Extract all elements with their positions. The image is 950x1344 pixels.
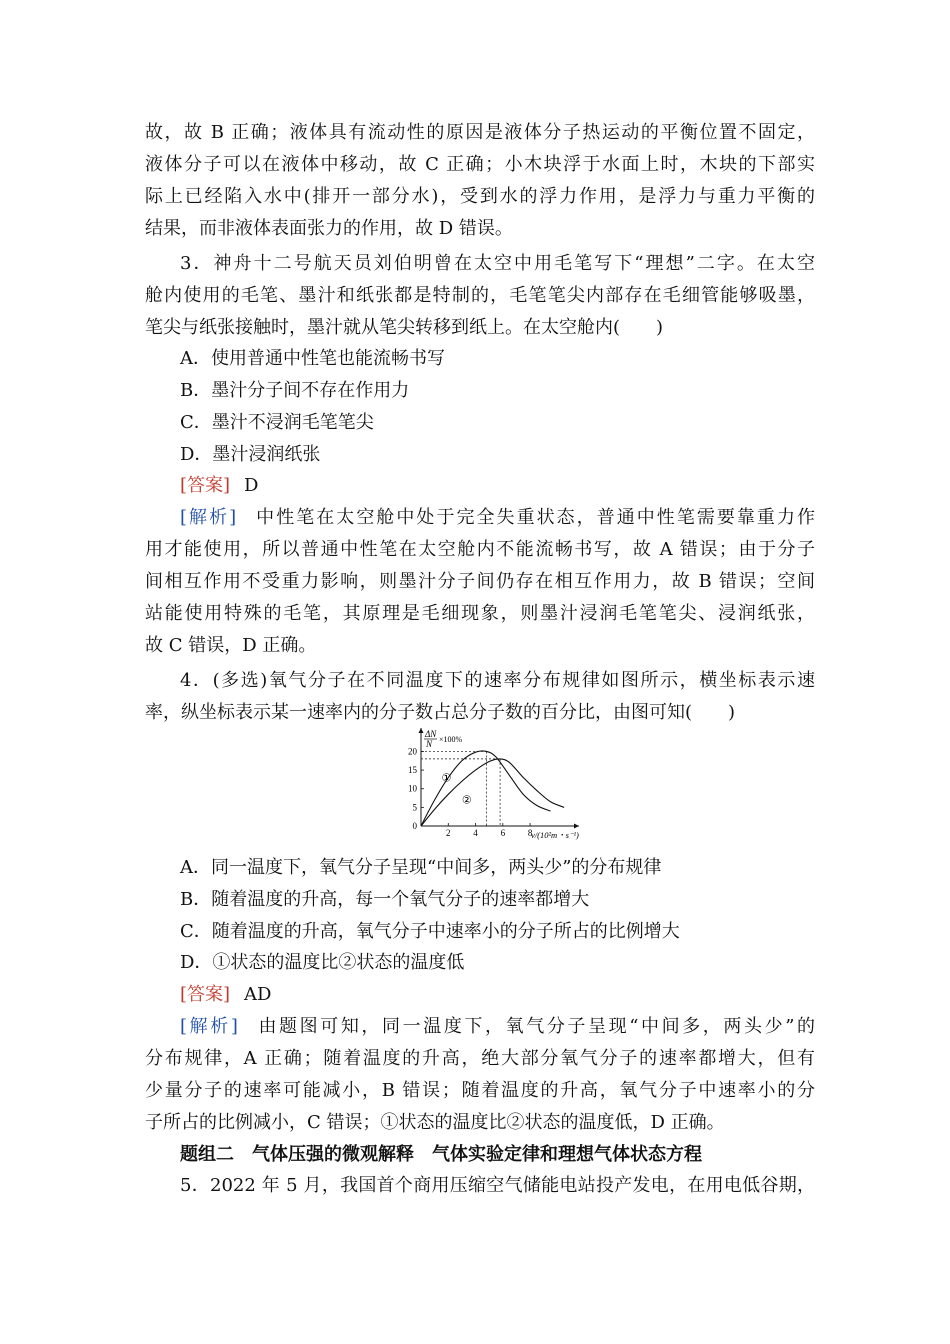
option-d: D．①状态的温度比②状态的温度低 [180,952,465,973]
option-b: B．随着温度的升高，每一个氧气分子的速率都增大 [180,889,590,910]
y-label-numerator: ΔN [425,729,437,739]
option-c: C．随着温度的升高，氧气分子中速率小的分子所占的比例增大 [180,921,680,942]
analysis-line [180,503,815,533]
text-line: 际上已经陷入水中(排开一部分水)，受到水的浮力作用，是浮力与重力平衡的 [145,186,815,207]
option-a: A．使用普通中性笔也能流畅书写 [180,348,445,369]
text-line: 液体分子可以在液体中移动，故 C 正确；小木块浮于水面上时，木块的下部实 [145,154,815,175]
text-line: 故，故 B 正确；液体具有流动性的原因是液体分子热运动的平衡位置不固定， [145,122,815,143]
analysis-line [180,1012,815,1042]
x-tick-label: 4 [473,828,478,838]
option-d: D．墨汁浸润纸张 [180,444,321,465]
analysis-text: 中性笔在太空舱中处于完全失重状态，普通中性笔需要靠重力作 [254,507,815,528]
question-3-text: 笔尖与纸张接触时，墨汁就从笔尖转移到纸上。在太空舱内( ) [145,317,664,338]
y-tick-label: 20 [408,746,417,757]
x-tick-label: 6 [500,828,506,838]
option-a: A．同一温度下，氧气分子呈现“中间多，两头少”的分布规律 [180,857,662,878]
question-4-text: 4．(多选)氧气分子在不同温度下的速率分布规律如图所示，横坐标表示速 [180,670,815,691]
section-heading: 题组二 气体压强的微观解释 气体实验定律和理想气体状态方程 [180,1144,702,1165]
analysis-text: 子所占的比例减小，C 错误；①状态的温度比②状态的温度低，D 正确。 [145,1112,725,1133]
series-label-1: ① [441,772,452,785]
question-3-text: 舱内使用的毛笔、墨汁和纸张都是特制的，毛笔笔尖内部存在毛细管能够吸墨， [145,285,815,306]
answer-value: D [244,475,259,496]
y-label-denominator: N [426,739,433,749]
analysis-text: 少量分子的速率可能减小，B 错误；随着温度的升高，氧气分子中速率小的分 [145,1080,815,1101]
analysis-text: 故 C 错误，D 正确。 [145,635,317,656]
answer-line [180,471,815,501]
y-tick-label: 5 [412,802,417,813]
answer-line [180,980,815,1010]
analysis-tag: [解析] [180,1016,238,1037]
answer-value: AD [244,984,272,1005]
analysis-tag: [解析] [180,507,237,528]
option-c: C．墨汁不浸润毛笔笔尖 [180,412,374,433]
y-tick-label: 10 [408,783,417,794]
analysis-text: 站能使用特殊的毛笔，其原理是毛细现象，则墨汁浸润毛笔笔尖、浸润纸张， [145,603,815,624]
x-tick-label: 8 [527,828,533,838]
speed-distribution-chart [395,728,595,846]
x-axis-label: v/(10²m・s⁻¹) [531,830,579,840]
x-tick-label: 2 [446,828,451,838]
question-5-text: 5．2022 年 5 月，我国首个商用压缩空气储能电站投产发电，在用电低谷期， [180,1175,815,1196]
series-curve-2 [421,759,564,826]
question-3-text: 3．神舟十二号航天员刘伯明曾在太空中用毛笔写下“理想”二字。在太空 [180,253,815,274]
question-4-text: 率，纵坐标表示某一速率内的分子数占总分子数的百分比，由图可知( ) [145,702,736,723]
analysis-text: 用才能使用，所以普通中性笔在太空舱内不能流畅书写，故 A 错误；由于分子 [145,539,815,560]
analysis-text: 由题图可知，同一温度下，氧气分子呈现“中间多，两头少”的 [255,1016,815,1037]
answer-tag: [答案] [180,984,231,1005]
series-curve-1 [421,751,551,826]
series-label-2: ② [461,794,472,807]
y-label-suffix: ×100% [439,735,463,744]
analysis-text: 间相互作用不受重力影响，则墨汁分子间仍存在相互作用力，故 B 错误；空间 [145,571,815,592]
text-line: 结果，而非液体表面张力的作用，故 D 错误。 [145,218,513,239]
answer-tag: [答案] [180,475,231,496]
analysis-text: 分布规律，A 正确；随着温度的升高，绝大部分氧气分子的速率都增大，但有 [145,1048,815,1069]
x-axis-arrow [574,824,579,829]
option-b: B．墨汁分子间不存在作用力 [180,380,410,401]
y-tick-label: 0 [412,821,417,831]
y-tick-label: 15 [408,765,417,776]
y-axis-arrow [419,728,424,733]
